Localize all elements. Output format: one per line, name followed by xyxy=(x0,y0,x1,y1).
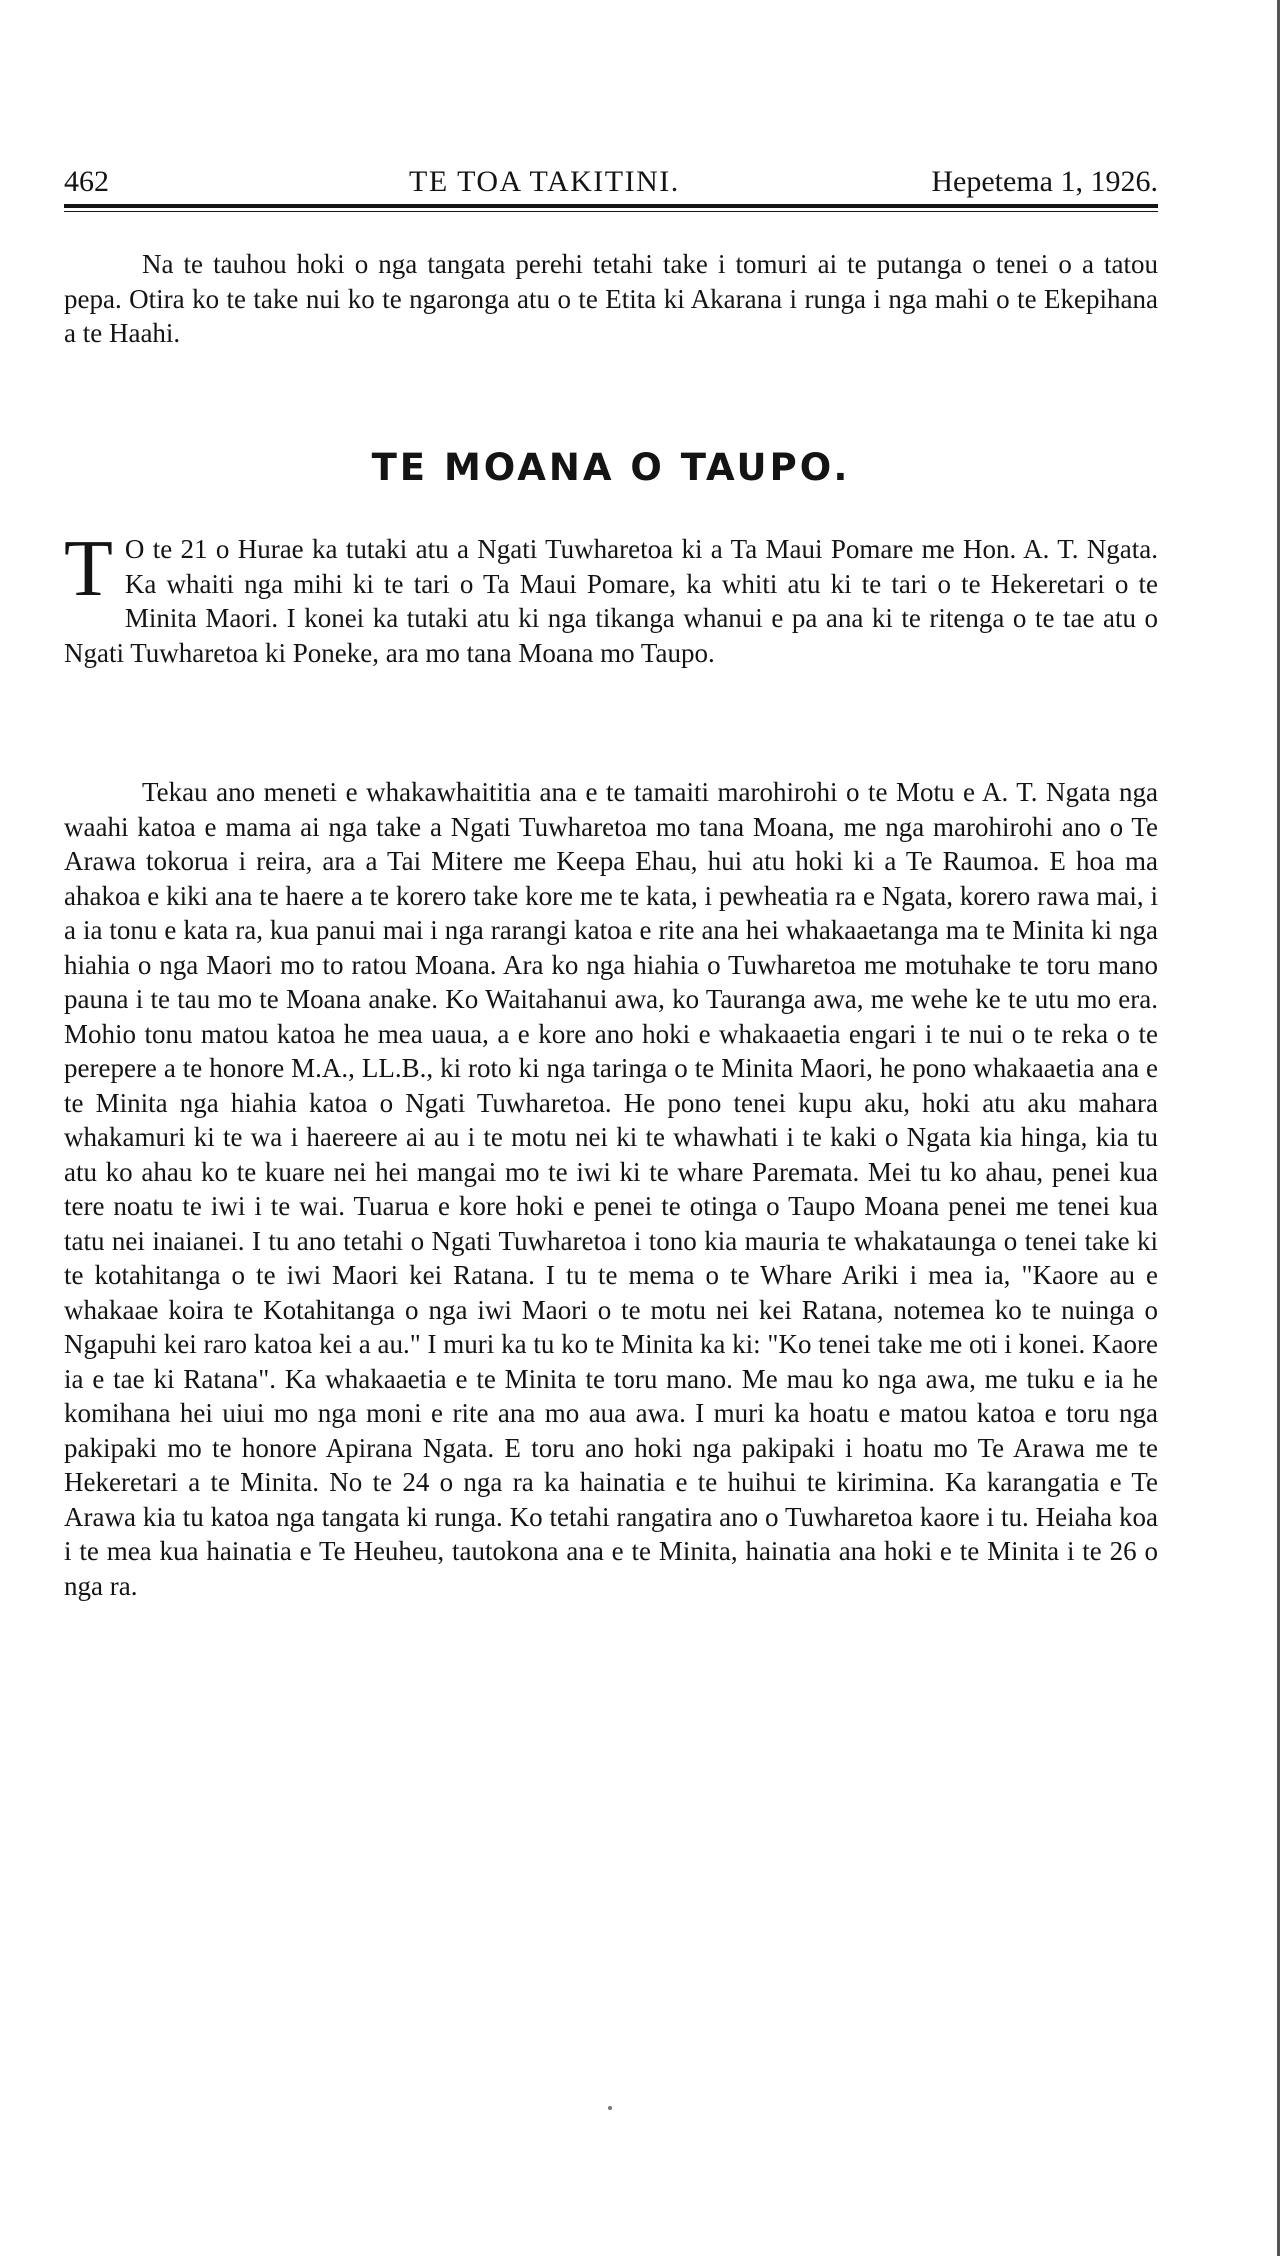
paragraph-1-text: O te 21 o Hurae ka tutaki atu a Ngati Tuwharetoa ki a Ta Maui Pomare me Hon. A. T. Ngata. Ka whaiti nga mihi ki te tari o Ta Maui Pomare, ka whiti atu ki te tari o te Hekeretari o te Minita Maori. I konei ka tutaki atu ki nga tikanga whanui e pa ana ki te ritenga o te tae atu o Ngati Tuwharetoa ki Poneke, ara mo tana Moana mo Taupo. xyxy=(64,534,1158,668)
drop-cap: T xyxy=(64,525,113,613)
publication-title: TE TOA TAKITINI. xyxy=(409,165,680,198)
page-header xyxy=(64,158,1158,206)
intro-paragraph: Na te tauhou hoki o nga tangata perehi tetahi take i tomuri ai te putanga o tenei o a tatou pepa. Otira ko te take nui ko te ngaronga atu o te Etita ki Akarana i runga i nga mahi o te Ekepihana a te Haahi. xyxy=(64,249,1158,348)
end-mark xyxy=(608,2106,612,2110)
header-rule xyxy=(64,204,1158,208)
article-paragraph-2: Tekau ano meneti e whakawhaititia ana e te tamaiti marohirohi o te Motu e A. T. Ngata nga waahi katoa e mama ai nga take a Ngati Tuwharetoa mo tana Moana, me nga marohirohi ano o Te Arawa tokorua i reira, ara a Tai Mitere me Keepa Ehau, hui atu hoki ki a Te Raumoa. E hoa ma ahakoa e kiki ana te haere a te korero take kore me te kata, i pewheatia ra e Ngata, korero rawa mai, i a ia tonu e kata ra, kua panui mai i nga rarangi katoa e rite ana hei whakaaetanga ma te Minita ki nga hiahia o nga Maori mo to ratou Moana. Ara ko nga hiahia o Tuwharetoa me motuhake te toru mano pauna i te tau mo te Moana anake. Ko Waitahanui awa, ko Tauranga awa, me wehe ke te utu mo era. Mohio tonu matou katoa he mea uaua, a e kore ano hoki e whakaaetia engari i te nui o te reka o te perepere a te honore M.A., LL.B., ki roto ki nga taringa o te Minita Maori, he pono whakaaetia ana e te Minita nga hiahia katoa o Ngati Tuwharetoa. He pono tenei kupu aku, hoki atu aku mahara whakamuri ki te wa i haereere ai au i te motu nei ki te whawhati i te kaki o Ngata kia hinga, kia tu atu ko ahau ko te kuare nei hei mangai mo te iwi ki te whare Paremata. Mei tu ko ahau, penei kua tere noatu te iwi i te wai. Tuarua e kore hoki e penei te otinga o Taupo Moana penei me tenei kua tatu nei inaianei. I tu ano tetahi o Ngati Tuwharetoa i tono kia mauria te whakataunga o tenei take ki te kotahitanga o te iwi Maori kei Ratana. I tu te mema o te Whare Ariki i mea ia, "Kaore au e whakaae koira te Kotahitanga o nga iwi Maori o te motu nei kei Ratana, notemea ko te nuinga o Ngapuhi kei raro katoa kei a au." I muri ka tu ko te Minita ka ki: "Ko tenei take me oti i konei. Kaore ia e tae ki Ratana". Ka whakaaetia e te Minita te toru mano. Me mau ko nga awa, me tuku e ia he komihana hei uiui mo nga moni e rite ana mo aua awa. I muri ka hoatu e matou katoa e toru nga pakipaki mo te honore Apirana Ngata. E toru ano hoki nga pakipaki i hoatu mo Te Arawa me te Hekeretari a te Minita. No te 24 o nga ra ka hainatia e te huihui te kirimina. Ka karangatia e Te Arawa kia tu katoa nga tangata ki runga. Ko tetahi rangatira ano o Tuwharetoa kaore i tu. Heiaha koa i te mea kua hainatia e Te Heuheu, tautokona ana e te Minita, hainatia ana hoki e te Minita i te 26 o nga ra. xyxy=(64,777,1158,1601)
header-rule-thin xyxy=(64,211,1158,212)
article-heading: TE MOANA O TAUPO. xyxy=(371,446,851,489)
article-paragraph-1 xyxy=(64,525,1158,670)
page-number: 462 xyxy=(64,165,109,198)
issue-date: Hepetema 1, 1926. xyxy=(931,165,1158,198)
